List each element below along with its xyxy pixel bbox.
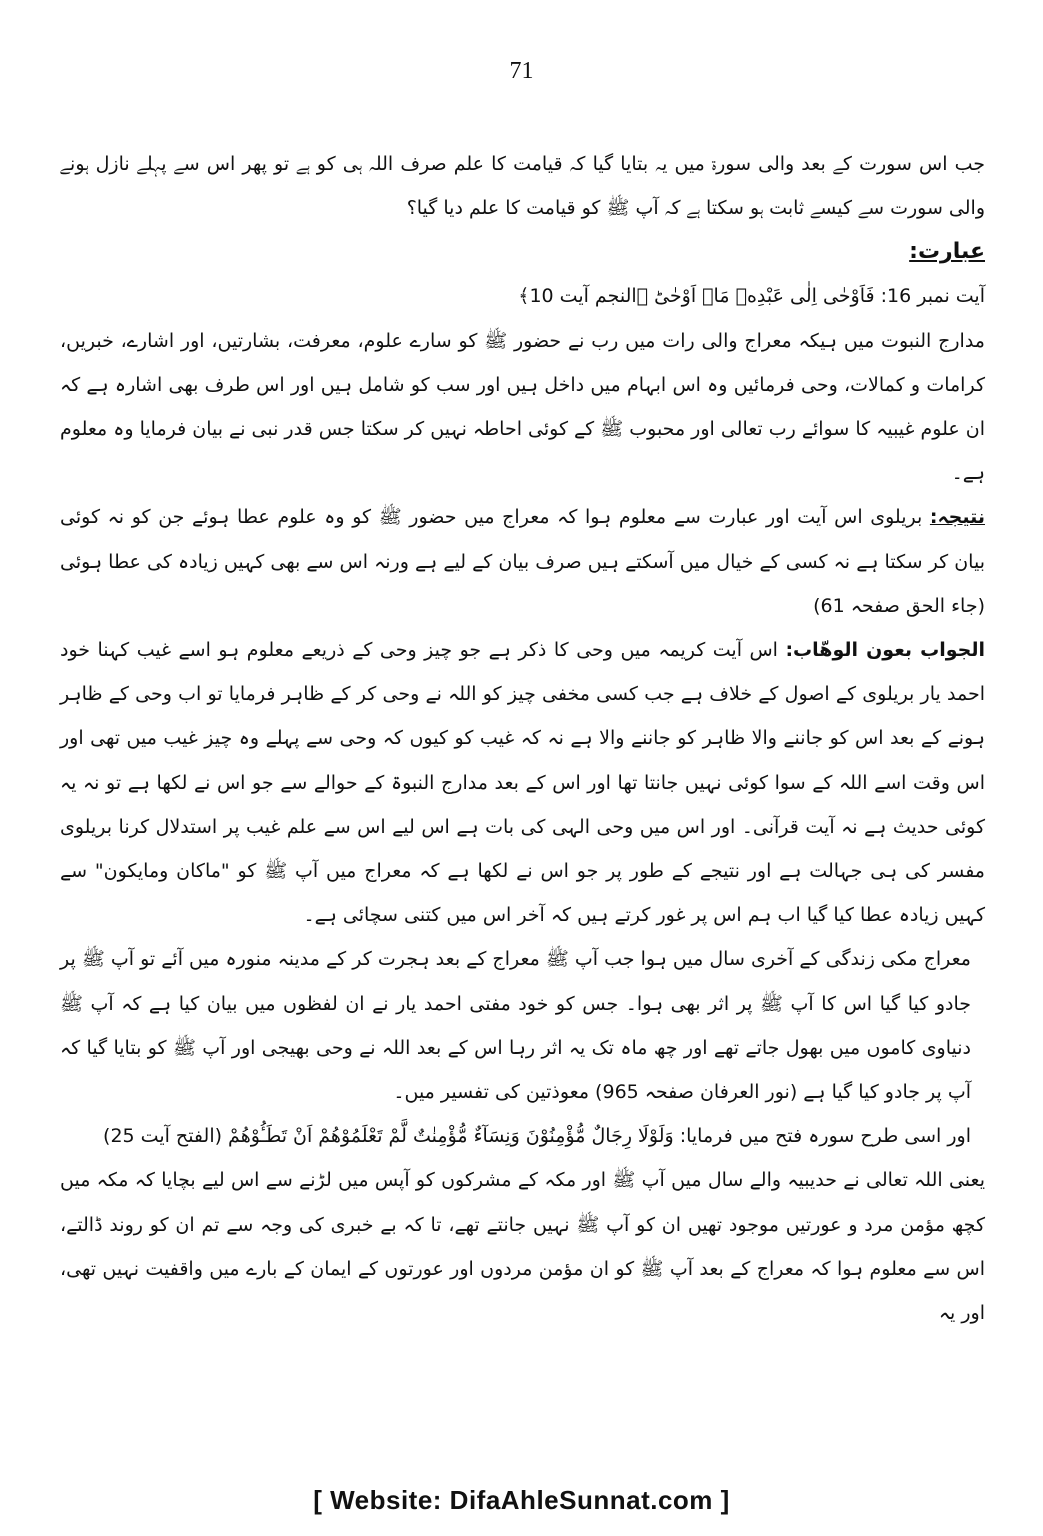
paragraph-jawab: [60, 628, 985, 937]
natija-label: نتیجہ:: [929, 506, 985, 529]
paragraph-miraj: معراج مکی زندگی کے آخری سال میں ہوا جب آپ ﷺ معراج کے بعد ہجرت کر کے مدینہ منورہ میں آئے تو آپ ﷺ پر جادو کیا گیا اس کا آپ ﷺ پر اثر بھی ہوا۔ جس کو خود مفتی احمد یار نے ان لفظوں میں بیان کیا ہے کہ آپ ﷺ دنیاوی کاموں میں بھول جاتے تھے اور چھ ماہ تک یہ اثر رہا اس کے بعد اللہ نے وحی بھیجی اور آپ ﷺ کو بتایا گیا کہ آپ پر جادو کیا گیا ہے (نور العرفان صفحہ 965) معوذتین کی تفسیر میں۔: [60, 948, 971, 1104]
paragraph-intro: جب اس سورت کے بعد والی سورۃ میں یہ بتایا گیا کہ قیامت کا علم صرف اللہ ہی کو ہے تو پھر اس سے پہلے نازل ہونے والی سورت سے کیسے ثابت ہو سکتا ہے کہ آپ ﷺ کو قیامت کا علم دیا گیا؟: [60, 153, 986, 220]
page-number: 71: [509, 58, 534, 84]
paragraph-surah-fath: اور اسی طرح سورہ فتح میں فرمایا: وَلَوْلَا رِجَالٌ مُّؤْمِنُوْنَ وَنِسَآءٌ مُّؤْمِنٰتٌ لَّمْ تَعْلَمُوْهُمْ اَنْ تَطَـُٔوْهُمْ (الفتح آیت 25): [103, 1125, 971, 1148]
jawab-text: اس آیت کریمہ میں وحی کا ذکر ہے جو چیز وحی کے ذریعے معلوم ہو اسے غیب کہنا خود احمد یار بریلوی کے اصول کے خلاف ہے جب کسی مخفی چیز کو اللہ نے وحی کر کے ظاہر فرمایا تو اب وحی کے ظاہر ہونے کے بعد اس کو جاننے والا ظاہر کو جاننے والا ہے نہ کہ غیب کو کیوں کہ وحی سے پہلے وہ چیز غیب میں تھی اور اس وقت اسے اللہ کے سوا کوئی نہیں جانتا تھا اور اس کے بعد مدارج النبوۃ کے حوالے سے جو اس نے لکھا ہے تو نہ یہ کوئی حدیث ہے نہ آیت قرآنی۔ اور اس میں وحی الہی کی بات ہے اس لیے اس سے علم غیب پر استدلال کرنا بریلوی مفسر کی ہی جہالت ہے اور نتیجے کے طور پر جو اس نے لکھا ہے کہ معراج میں آپ ﷺ کو "ماکان ومایکون" سے کہیں زیادہ عطا کیا گیا اب ہم اس پر غور کرتے ہیں کہ آخر اس میں کتنی سچائی ہے۔: [60, 639, 986, 927]
natija-text: بریلوی اس آیت اور عبارت سے معلوم ہوا کہ معراج میں حضور ﷺ کو وہ علوم عطا ہوئے جن کو نہ کوئی بیان کر سکتا ہے نہ کسی کے خیال میں آسکتے ہیں صرف بیان کے لیے ہے ورنہ اس سے بھی کہیں زیادہ کی عطا ہوئی (جاء الحق صفحہ 61): [60, 506, 985, 617]
paragraph-hudaybiyyah: یعنی اللہ تعالی نے حدیبیہ والے سال میں آپ ﷺ اور مکہ کے مشرکوں کو آپس میں لڑنے سے اس لیے بچایا کہ مکہ میں کچھ مؤمن مرد و عورتیں موجود تھیں ان کو آپ ﷺ نہیں جانتے تھے، تا کہ بے خبری کی وجہ سے تم ان کو روند ڈالتے، اس سے معلوم ہوا کہ معراج کے بعد آپ ﷺ کو ان مؤمن مردوں اور عورتوں کے ایمان کے بارے میں واقفیت نہیں تھی، اور یہ: [60, 1169, 985, 1325]
page-body: [60, 142, 985, 1335]
ayat-line: آیت نمبر 16: فَاَوْحٰى اِلٰى عَبْدِهٖ مَاۤ اَوْحٰىؕ ﴿النجم آیت 10﴾: [518, 285, 985, 308]
jawab-label: الجواب بعون الوھّاب:: [785, 639, 985, 662]
heading-ibarat: عبارت:: [909, 239, 985, 265]
paragraph-madarij: مدارج النبوت میں ہیکہ معراج والی رات میں رب نے حضور ﷺ کو سارے علوم، معرفت، بشارتیں، اور اشارے، خبریں، کرامات و کمالات، وحی فرمائیں وہ اس ابہام میں داخل ہیں اور سب کو شامل ہیں اور اس طرف بھی اشارہ ہے کہ ان علوم غیبیہ کا سوائے رب تعالی اور محبوب ﷺ کے کوئی احاطہ نہیں کر سکتا جس قدر نبی نے بیان فرمایا وہ معلوم ہے۔: [60, 329, 985, 485]
website-footer: [ Website: DifaAhleSunnat.com ]: [313, 1485, 730, 1515]
paragraph-natija: [60, 495, 985, 628]
